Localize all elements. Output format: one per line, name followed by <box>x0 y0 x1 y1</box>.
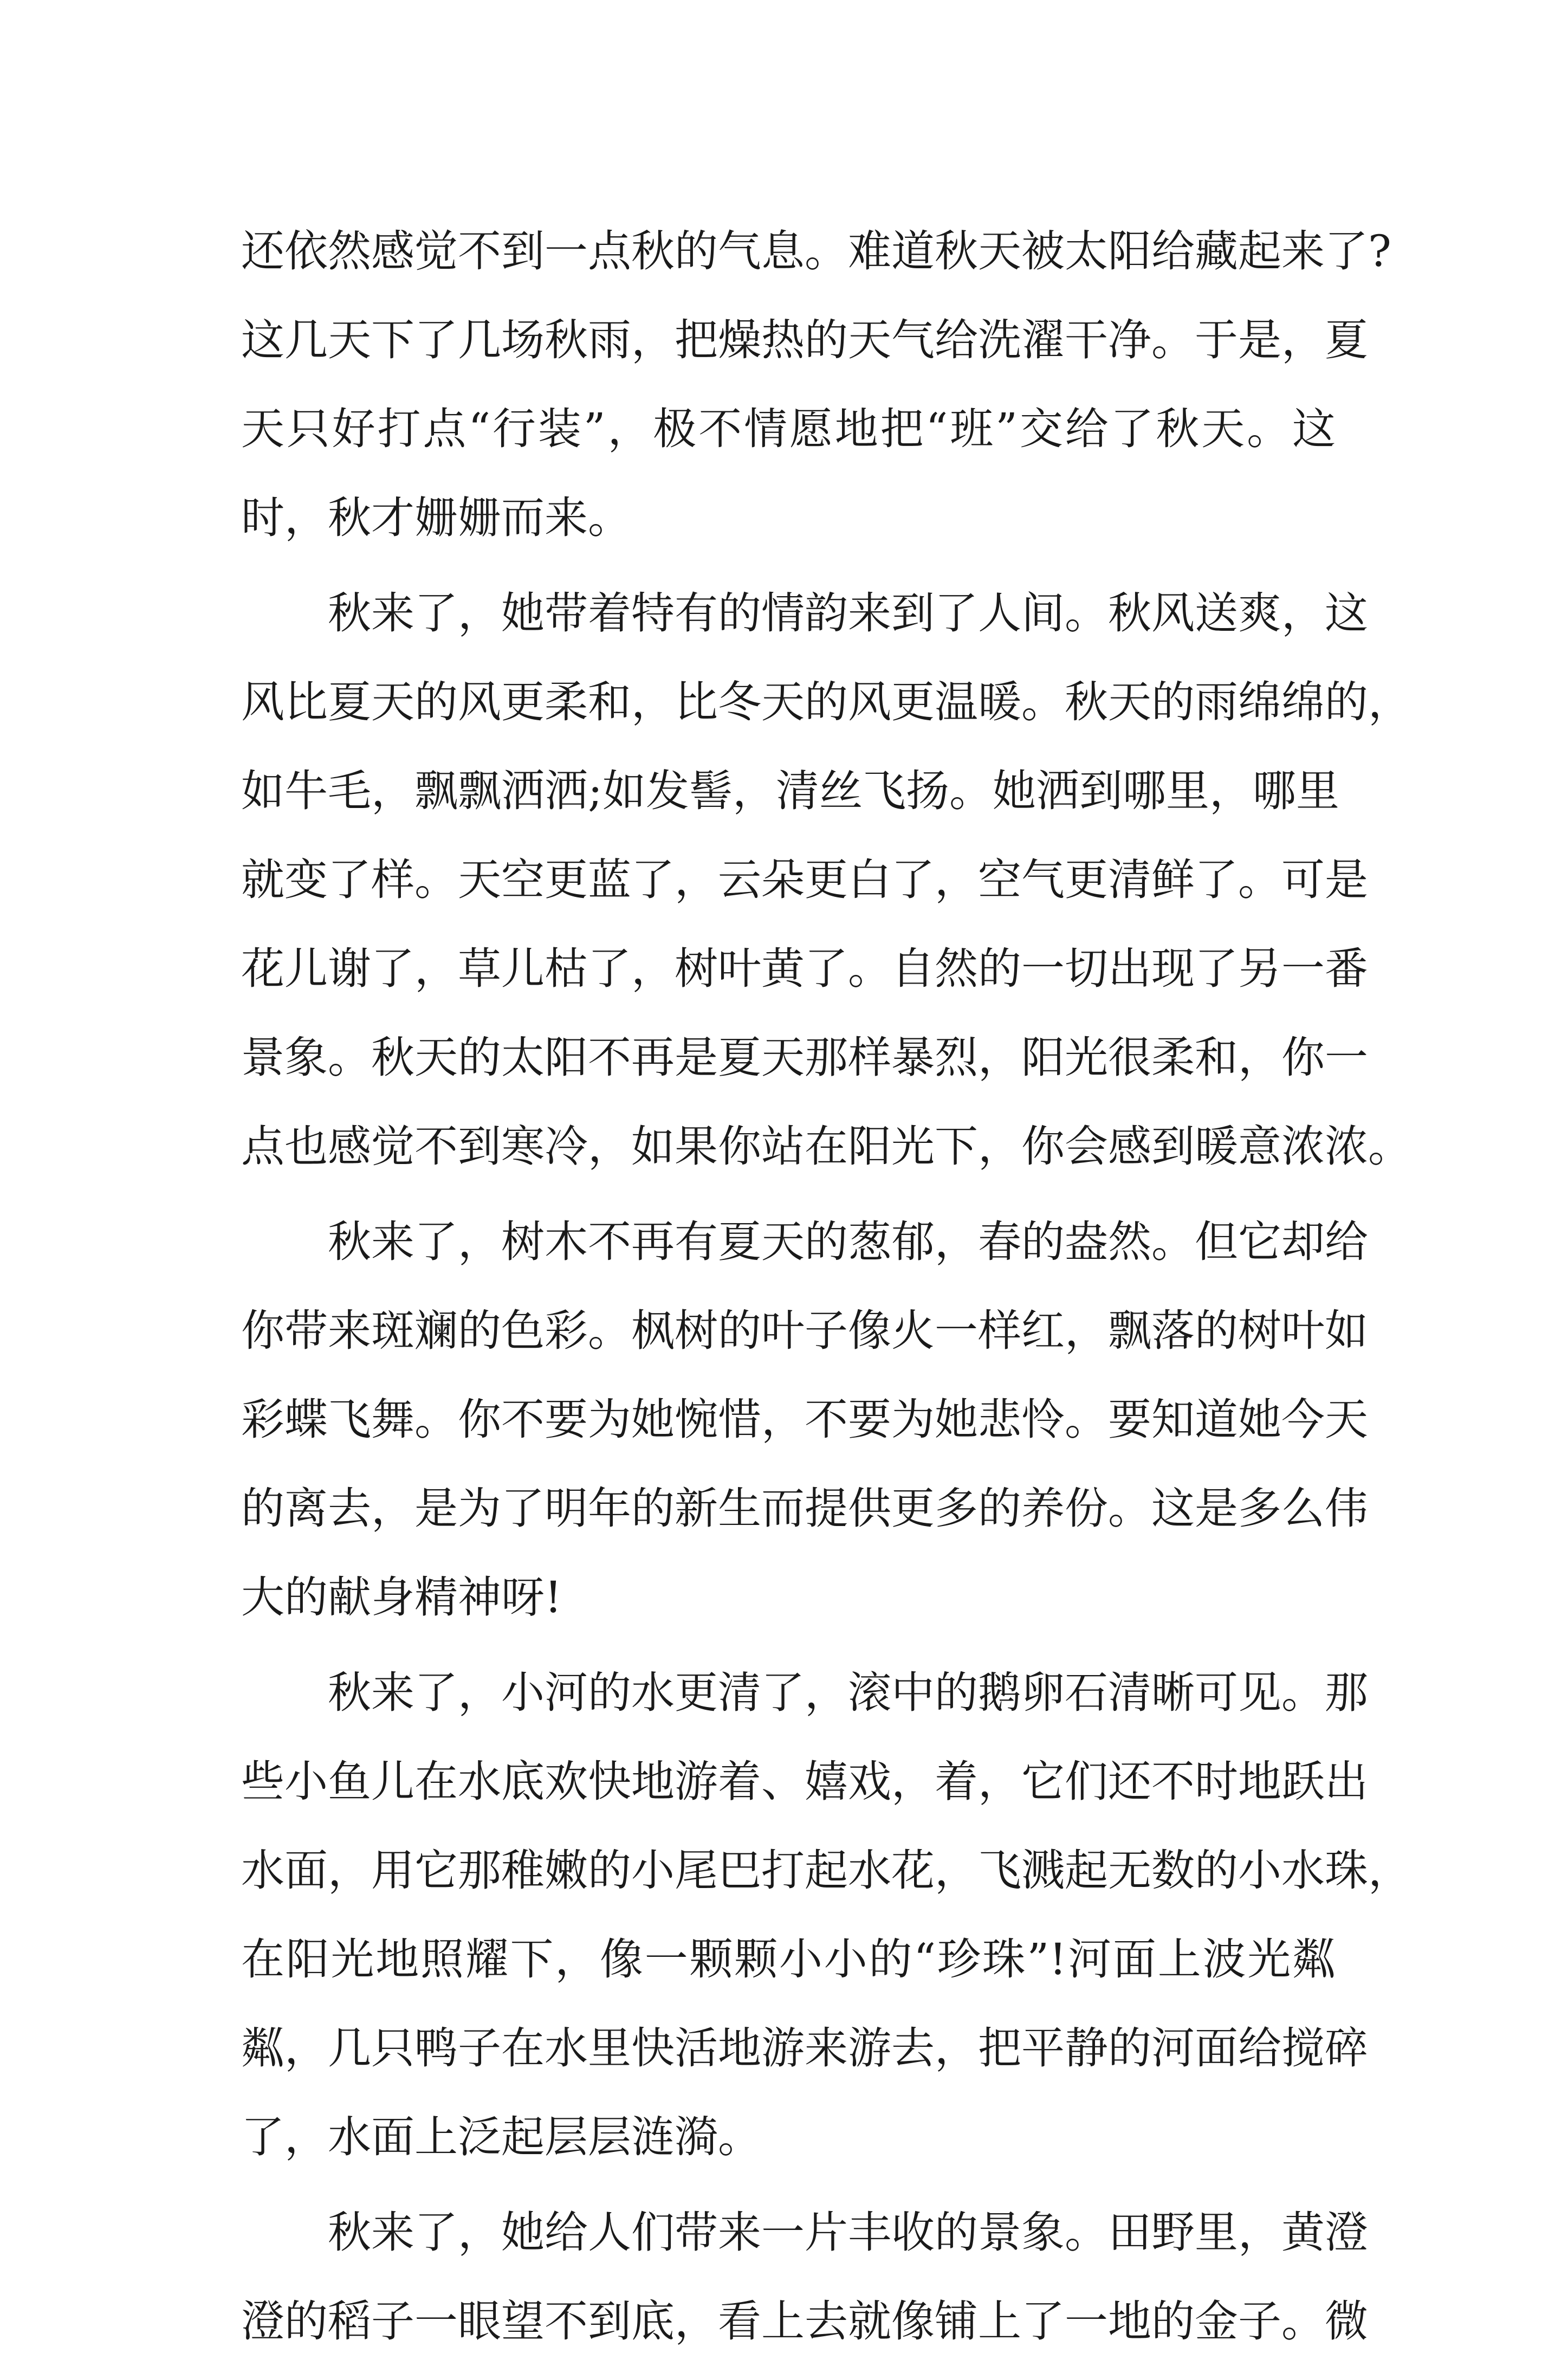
text-line: 澄的稻子一眼望不到底，看上去就像铺上了一地的金子。微 <box>241 2296 1368 2346</box>
text-line: 粼，几只鸭子在水里快活地游来游去，把平静的河面给搅碎 <box>241 2023 1368 2073</box>
text-line: 秋来了，她给人们带来一片丰收的景象。田野里，黄澄 <box>328 2207 1368 2258</box>
text-line: 秋来了，树木不再有夏天的葱郁，春的盎然。但它却给 <box>328 1217 1368 1267</box>
text-line: 天只好打点“行装”，极不情愿地把“班”交给了秋天。这 <box>241 404 1336 454</box>
text-line: 秋来了，她带着特有的情韵来到了人间。秋风送爽，这 <box>328 588 1368 638</box>
text-line: 点也感觉不到寒冷，如果你站在阳光下，你会感到暖意浓浓。 <box>241 1121 1411 1172</box>
paragraph <box>241 2188 1368 2366</box>
paragraph <box>241 1649 1411 2182</box>
text-line: 就变了样。天空更蓝了，云朵更白了，空气更清鲜了。可是 <box>241 855 1368 905</box>
text-line: 的离去，是为了明年的新生而提供更多的养份。这是多么伟 <box>241 1483 1368 1534</box>
text-line: 在阳光地照耀下，像一颗颗小小的“珍珠”!河面上波光粼 <box>241 1934 1336 1984</box>
text-line: 彩蝶飞舞。你不要为她惋惜，不要为她悲怜。要知道她今天 <box>241 1394 1368 1445</box>
text-line: 风比夏天的风更柔和，比冬天的风更温暖。秋天的雨绵绵的， <box>241 677 1411 727</box>
paragraph <box>241 569 1411 1191</box>
text-line: 时，秋才姗姗而来。 <box>241 493 631 543</box>
paragraph-gap <box>241 2182 1336 2188</box>
text-body <box>241 207 1411 2346</box>
paragraph-gap <box>241 563 1336 569</box>
text-line: 些小鱼儿在水底欢快地游着、嬉戏，着，它们还不时地跃出 <box>241 1756 1368 1807</box>
paragraph <box>241 207 1391 563</box>
text-line: 如牛毛，飘飘洒洒;如发髻，清丝飞扬。她洒到哪里，哪里 <box>241 766 1339 816</box>
text-line: 还依然感觉不到一点秋的气息。难道秋天被太阳给藏起来了? <box>241 226 1391 276</box>
text-line: 秋来了，小河的水更清了，滚中的鹅卵石清晰可见。那 <box>328 1667 1368 1718</box>
paragraph <box>241 1198 1368 1642</box>
paragraph-gap <box>241 1642 1336 1649</box>
text-line: 水面，用它那稚嫩的小尾巴打起水花，飞溅起无数的小水珠， <box>241 1845 1411 1896</box>
text-line: 这几天下了几场秋雨，把燥热的天气给洗濯干净。于是，夏 <box>241 315 1368 365</box>
text-line: 花儿谢了，草儿枯了，树叶黄了。自然的一切出现了另一番 <box>241 943 1368 994</box>
text-line: 景象。秋天的太阳不再是夏天那样暴烈，阳光很柔和，你一 <box>241 1032 1368 1083</box>
text-line: 大的献身精神呀! <box>241 1572 562 1622</box>
paragraph-gap <box>241 1191 1336 1198</box>
text-line: 你带来斑斓的色彩。枫树的叶子像火一样红，飘落的树叶如 <box>241 1305 1368 1356</box>
text-line: 了，水面上泛起层层涟漪。 <box>241 2112 761 2162</box>
